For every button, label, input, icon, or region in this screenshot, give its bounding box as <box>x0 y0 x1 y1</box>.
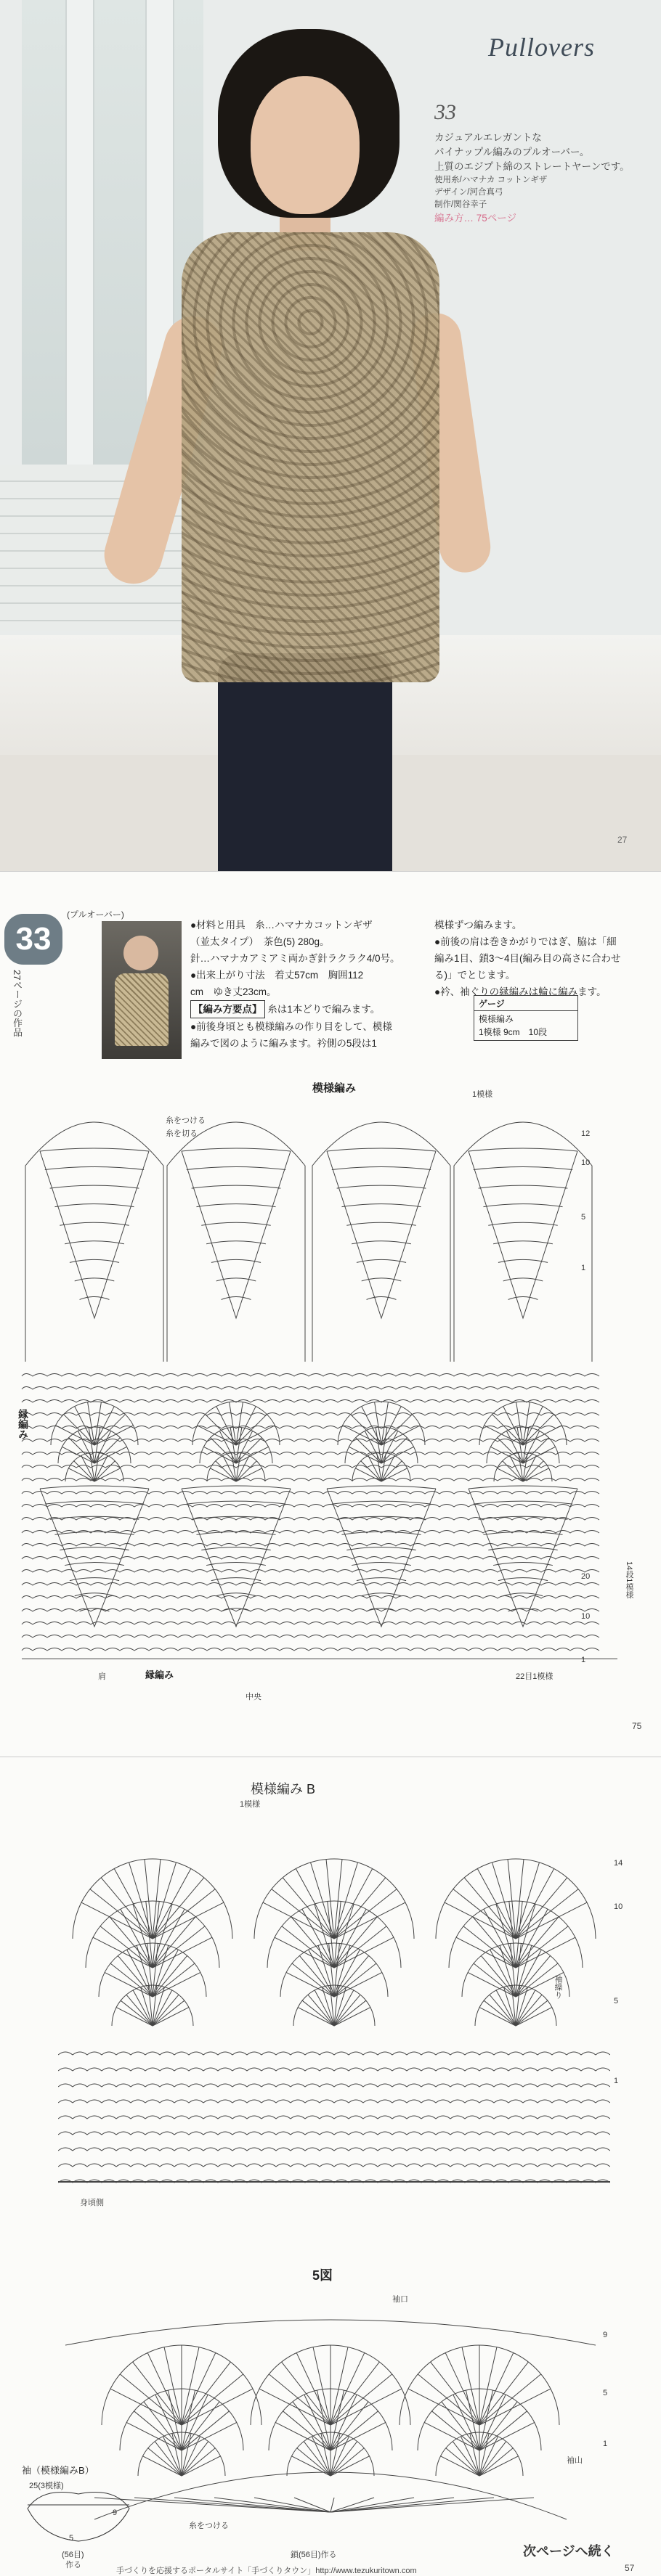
row-number: 1 <box>603 2440 608 2448</box>
thumbnail-photo <box>102 921 182 1059</box>
row-number: 10 <box>614 1902 623 1911</box>
charts-page <box>0 1757 661 2576</box>
row-number: 5 <box>603 2389 608 2397</box>
page-number: 27 <box>617 835 628 845</box>
body-side-label: 身頃側 <box>80 2199 104 2207</box>
points-heading: 【編み方要点】 糸は1本どりで編みます。 <box>190 1000 430 1018</box>
desc-line: カジュアルエレガントな <box>434 132 542 143</box>
page-reference-link[interactable]: 編み方… 75ページ <box>434 213 516 224</box>
project-description <box>434 131 652 226</box>
sleeve-cap-label: 袖山 <box>567 2456 583 2465</box>
row-number: 9 <box>603 2331 608 2339</box>
one-repeat-label: 1模様 <box>240 1800 261 1809</box>
page-number: 57 <box>625 2563 635 2573</box>
sleeve-top-label: 袖口 <box>392 2295 408 2304</box>
points-line: 編み1目、鎖3〜4目(編み目の高さに合わせ <box>434 953 621 964</box>
row-number: 5 <box>581 1213 586 1222</box>
sleeve-diagram <box>20 2479 137 2559</box>
pineapple-pattern-overlay <box>182 232 439 682</box>
gauge-title: ゲージ <box>474 997 577 1011</box>
materials-line: cm ゆき丈23cm。 <box>190 986 277 997</box>
points-line: 模様ずつ編みます。 <box>434 920 522 931</box>
badge-caption: (プルオーバー) <box>67 909 124 920</box>
figure5-title: 5図 <box>312 2268 333 2283</box>
attach-yarn-label: 糸をつける <box>166 1116 206 1125</box>
mini-dim: (56目) <box>62 2551 84 2559</box>
mini-title: 袖（模様編みB） <box>22 2465 94 2476</box>
row-number: 14 <box>614 1859 623 1868</box>
desc-line: 上質のエジプト綿のストレートヤーンです。 <box>434 161 630 172</box>
photo-page <box>0 0 661 871</box>
desc-line: パイナップル編みのプルオーバー。 <box>434 147 590 158</box>
gauge-box <box>474 995 578 1041</box>
materials-line: ●出来上がり寸法 着丈57cm 胸囲112 <box>190 970 364 981</box>
row-number: 1 <box>581 1656 586 1664</box>
height-label: 14段1模様 <box>625 1561 633 1599</box>
materials-line: （並太タイプ） 茶色(5) 280g。 <box>190 936 330 947</box>
mini-dim: 25(3模様) <box>29 2482 64 2490</box>
materials-line: 針…ハマナカアミアミ両かぎ針ラクラク4/0号。 <box>190 953 400 964</box>
project-number: 33 <box>434 100 456 124</box>
page-number: 75 <box>632 1721 642 1731</box>
row-number: 5 <box>614 1997 619 2005</box>
row-number: 12 <box>581 1129 591 1138</box>
continued-label: 次ページへ続く <box>523 2544 615 2559</box>
credit-line: デザイン/河合真弓 <box>434 188 503 197</box>
instructions-page <box>0 871 661 1757</box>
pattern-b-chart <box>58 1815 610 2193</box>
shoulder-label: 肩 <box>98 1672 106 1681</box>
sleeve-opening-label: 袖繰り <box>553 1975 562 1999</box>
footer-text[interactable]: 手づくりを応援するポータルサイト「手づくりタウン」http://www.tezukuritown.com <box>116 2567 417 2575</box>
chain-label: 鎖(56目)作る <box>291 2551 337 2559</box>
edging-label: 縁編み <box>17 1409 29 1439</box>
gauge-line: 1模様 9cm 10段 <box>479 1027 548 1037</box>
gauge-line: 模様編み <box>479 1014 514 1024</box>
model-face <box>251 76 360 214</box>
center-label: 中央 <box>246 1693 261 1701</box>
repeat-label: 22目1模様 <box>516 1672 553 1681</box>
materials-line: ●材料と用具 糸…ハマナカコットンギザ <box>190 920 373 931</box>
edging-bottom-label: 縁編み <box>145 1669 174 1680</box>
project-badge: 33 <box>4 914 62 965</box>
attach-yarn-label: 糸をつける <box>189 2522 229 2530</box>
mini-dim: 作る <box>65 2561 81 2569</box>
one-repeat-label: 1模様 <box>472 1090 493 1099</box>
pineapple-chart <box>15 1086 621 1659</box>
cut-yarn-label: 糸を切る <box>166 1129 198 1138</box>
points-line: ●前後身頃とも模様編みの作り目をして、模様 <box>190 1021 392 1032</box>
mini-dim: 5 <box>69 2534 74 2543</box>
row-number: 10 <box>581 1158 591 1167</box>
points-continued <box>434 917 652 1000</box>
side-note: 27ページの作品 <box>12 970 23 1037</box>
points-line: ●衿、袖ぐりの縁編みは輪に編みます。 <box>434 986 607 997</box>
mini-dim: 9 <box>113 2508 118 2517</box>
points-line: る)」でとじます。 <box>434 970 516 981</box>
credit-line: 制作/関谷幸子 <box>434 200 487 209</box>
section-title: Pullovers <box>488 33 595 62</box>
row-number: 1 <box>614 2077 619 2085</box>
model-legs <box>218 653 392 871</box>
pattern-b-title: 模様編み B <box>251 1782 316 1796</box>
row-number: 20 <box>581 1572 591 1581</box>
pattern-title: 模様編み <box>312 1082 357 1095</box>
credit-line: 使用糸/ハマナカ コットンギザ <box>434 176 548 184</box>
row-number: 10 <box>581 1612 591 1621</box>
row-number: 1 <box>581 1264 586 1272</box>
points-line: 編みで図のように編みます。衿側の5段は1 <box>190 1038 377 1049</box>
points-line: ●前後の肩は巻きかがりではぎ、脇は「細 <box>434 936 617 947</box>
materials-block <box>190 917 430 1052</box>
